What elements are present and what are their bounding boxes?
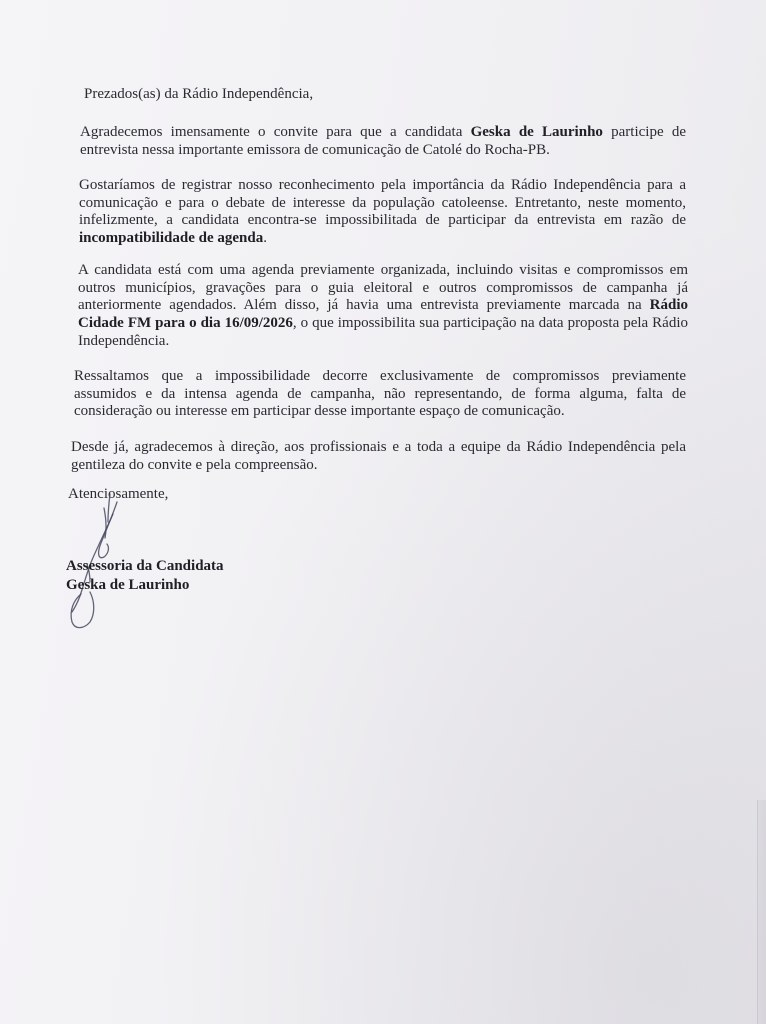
text-run: consideração ou interesse em participar desse importante espaço de comunicação. — [74, 403, 565, 420]
text-line — [78, 315, 688, 333]
text-run: Independência. — [78, 332, 170, 349]
paper-edge — [757, 800, 766, 1024]
text-line — [74, 368, 686, 386]
paragraph-unavailability — [79, 177, 686, 248]
bold-text: Geska de Laurinho — [470, 124, 603, 140]
text-line — [78, 333, 688, 351]
text-run: gentileza do convite e pela compreensão. — [71, 456, 318, 473]
bold-text: Cidade FM para o dia 16/09/2026 — [78, 315, 293, 332]
paragraph-schedule — [78, 262, 688, 351]
text-run: comunicação e para o debate de interesse da população catoleense. Entretanto, neste momento, — [79, 194, 686, 211]
text-line — [78, 297, 688, 315]
text-run: Ressaltamos que a impossibilidade decorre exclusivamente de compromissos previamente — [74, 368, 686, 384]
text-line — [79, 230, 686, 248]
closing: Atenciosamente, — [68, 486, 169, 502]
text-run: participe de — [602, 124, 686, 140]
text-run: A candidata está com uma agenda previamente organizada, incluindo visitas e compromissos em — [78, 262, 688, 278]
text-run: assumidos e da intensa agenda de campanha, não representando, de forma alguma, falta de — [74, 385, 686, 402]
text-run: outros municípios, gravações para o guia eleitoral e outros compromissos de campanha já — [78, 279, 688, 296]
text-line — [78, 280, 688, 298]
text-run: , o que impossibilita sua participação na data proposta pela Rádio — [292, 315, 688, 332]
text-run: anteriormente agendados. Além disso, já havia uma entrevista previamente marcada na — [78, 297, 650, 314]
text-line — [79, 212, 686, 230]
text-line — [80, 142, 686, 160]
paragraph-invitation-thanks — [80, 124, 686, 159]
salutation: Prezados(as) da Rádio Independência, — [84, 86, 314, 102]
signatory-name: Geska de Laurinho — [66, 577, 190, 593]
text-line — [74, 403, 686, 421]
text-run: . — [263, 230, 267, 247]
text-line — [80, 124, 686, 142]
text-run: entrevista nessa importante emissora de comunicação de Catolé do Rocha-PB. — [80, 141, 550, 158]
bold-text: incompatibilidade de agenda — [79, 230, 264, 247]
paragraph-clarification — [74, 368, 686, 421]
bold-text: Rádio — [649, 297, 688, 314]
text-line — [79, 195, 686, 213]
text-run: Agradecemos imensamente o convite para que a candidata — [80, 124, 471, 140]
text-line — [78, 262, 688, 280]
text-run: infelizmente, a candidata encontra-se impossibilitada de participar da entrevista em razão de — [79, 212, 686, 229]
signatory-title: Assessoria da Candidata — [66, 558, 224, 574]
text-run: Desde já, agradecemos à direção, aos profissionais e a toda a equipe da Rádio Independência pela — [71, 439, 686, 455]
text-line — [71, 439, 686, 457]
text-line — [74, 386, 686, 404]
text-run: Gostaríamos de registrar nosso reconhecimento pela importância da Rádio Independência para a — [79, 177, 686, 193]
paragraph-gratitude — [71, 439, 686, 474]
text-line — [71, 457, 686, 475]
text-line — [79, 177, 686, 195]
